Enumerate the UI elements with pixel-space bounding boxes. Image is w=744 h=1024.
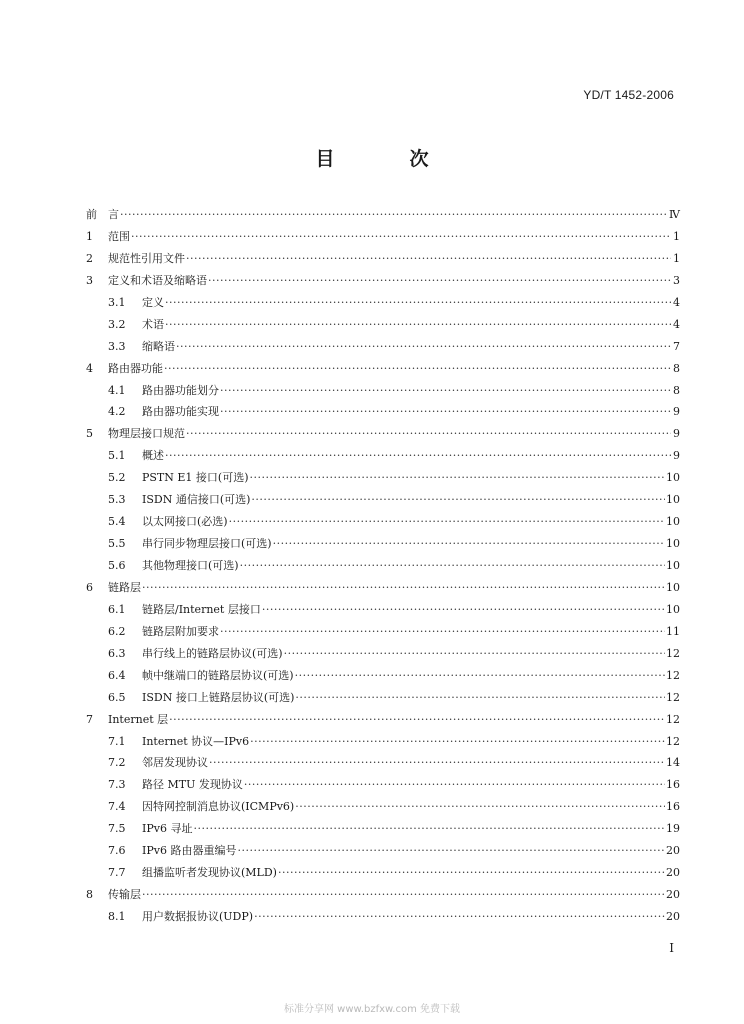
toc-entry-number: 5.6 xyxy=(108,559,126,572)
toc-entry[interactable] xyxy=(86,862,680,884)
toc-leader-dots xyxy=(208,270,671,292)
toc-entry-label: PSTN E1 接口(可选) xyxy=(142,471,249,485)
toc-entry[interactable] xyxy=(86,336,680,358)
toc-entry[interactable] xyxy=(86,204,680,226)
toc-entry-label: 定义和术语及缩略语 xyxy=(108,273,207,287)
toc-leader-dots xyxy=(244,774,665,796)
toc-entry[interactable] xyxy=(86,533,680,555)
toc-entry-label: 术语 xyxy=(142,317,164,331)
toc-entry-number: 3.3 xyxy=(108,339,126,353)
toc-entry-number: 5.1 xyxy=(108,449,126,463)
toc-entry-page: 12 xyxy=(666,668,680,682)
toc-leader-dots xyxy=(295,687,665,709)
toc-entry[interactable] xyxy=(86,248,680,270)
toc-entry-page: 16 xyxy=(666,778,680,792)
toc-leader-dots xyxy=(165,314,671,336)
toc-entry-page: 3 xyxy=(673,273,680,287)
toc-entry-page: 12 xyxy=(666,646,680,660)
toc-entry-page: 1 xyxy=(673,229,680,243)
toc-entry-number: 4 xyxy=(86,361,93,375)
toc-leader-dots xyxy=(169,709,665,731)
standard-code: YD/T 1452-2006 xyxy=(583,88,674,102)
toc-leader-dots xyxy=(193,818,665,840)
toc-leader-dots xyxy=(165,292,671,314)
toc-entry-number: 6.4 xyxy=(108,668,126,682)
toc-leader-dots xyxy=(186,248,671,270)
toc-entry-page: 12 xyxy=(666,734,680,748)
toc-entry[interactable] xyxy=(86,292,680,314)
toc-entry[interactable] xyxy=(86,423,680,445)
toc-entry-number: 前 言 xyxy=(86,208,119,221)
toc-entry-page: 10 xyxy=(666,471,680,485)
toc-entry-page: 8 xyxy=(673,383,680,397)
toc-entry-label: 其他物理接口(可选) xyxy=(142,559,239,572)
toc-entry-number: 6.2 xyxy=(108,624,126,638)
toc-entry[interactable] xyxy=(86,445,680,467)
toc-entry-page: 20 xyxy=(666,866,680,880)
toc-entry-number: 7.4 xyxy=(108,800,126,814)
toc-leader-dots xyxy=(295,796,665,818)
toc-entry-label: 邻居发现协议 xyxy=(142,756,208,770)
toc-entry-page: 16 xyxy=(666,800,680,814)
toc-leader-dots xyxy=(220,621,665,643)
toc-entry-number: 7.3 xyxy=(108,778,126,792)
toc-entry-page: 12 xyxy=(666,690,680,704)
toc-entry-page: 8 xyxy=(673,361,680,375)
toc-entry-page: 1 xyxy=(673,251,680,265)
toc-entry-number: 5.2 xyxy=(108,471,126,485)
toc-entry-label: Internet 层 xyxy=(108,712,169,726)
toc-entry-label: 定义 xyxy=(142,295,164,309)
toc-leader-dots xyxy=(165,445,671,467)
toc-entry-page: 10 xyxy=(666,602,680,616)
toc-entry-label: 串行线上的链路层协议(可选) xyxy=(142,646,283,660)
toc-entry-page: 10 xyxy=(666,493,680,507)
toc-entry[interactable] xyxy=(86,401,680,423)
toc-entry-page: 12 xyxy=(666,712,680,726)
toc-entry-number: 3 xyxy=(86,273,93,287)
toc-leader-dots xyxy=(220,380,671,402)
toc-entry[interactable] xyxy=(86,643,680,665)
toc-leader-dots xyxy=(142,577,665,599)
toc-entry-number: 4.2 xyxy=(108,405,126,419)
toc-leader-dots xyxy=(209,752,665,774)
toc-entry-label: 路径 MTU 发现协议 xyxy=(142,778,243,792)
toc-leader-dots xyxy=(262,599,665,621)
toc-entry-label: 路由器功能划分 xyxy=(142,383,219,397)
table-of-contents xyxy=(86,204,680,928)
toc-leader-dots xyxy=(220,401,671,423)
toc-entry[interactable] xyxy=(86,380,680,402)
toc-entry[interactable] xyxy=(86,687,680,709)
toc-entry[interactable] xyxy=(86,599,680,621)
toc-entry[interactable] xyxy=(86,489,680,511)
toc-leader-dots xyxy=(251,489,665,511)
toc-entry-number: 6.5 xyxy=(108,690,126,704)
toc-leader-dots xyxy=(176,336,671,358)
toc-leader-dots xyxy=(120,204,668,226)
toc-entry-number: 6.1 xyxy=(108,602,126,616)
toc-entry-label: 缩略语 xyxy=(142,339,175,353)
toc-entry-label: 路由器功能实现 xyxy=(142,405,219,419)
toc-entry-number: 5.5 xyxy=(108,537,126,551)
toc-entry-label: 组播监听者发现协议(MLD) xyxy=(142,866,277,880)
toc-entry[interactable] xyxy=(86,665,680,687)
toc-leader-dots xyxy=(250,467,665,489)
toc-entry-number: 4.1 xyxy=(108,383,126,397)
toc-entry[interactable] xyxy=(86,906,680,928)
toc-entry[interactable] xyxy=(86,709,680,731)
toc-entry-label: 帧中继端口的链路层协议(可选) xyxy=(142,668,294,682)
toc-leader-dots xyxy=(142,884,665,906)
toc-entry-page: 20 xyxy=(666,888,680,902)
toc-entry-label: ISDN 通信接口(可选) xyxy=(142,493,251,507)
toc-entry-label: 串行同步物理层接口(可选) xyxy=(142,537,272,551)
toc-entry-label: 物理层接口规范 xyxy=(108,427,185,441)
toc-entry-page: 10 xyxy=(666,537,680,551)
toc-entry-label: 链路层 xyxy=(108,580,141,594)
toc-entry-number: 5.3 xyxy=(108,493,126,507)
toc-entry-label: 链路层/Internet 层接口 xyxy=(142,602,261,616)
toc-entry-label: 用户数据报协议(UDP) xyxy=(142,910,254,923)
toc-entry-number: 7.6 xyxy=(108,844,126,858)
toc-entry-number: 5.4 xyxy=(108,515,126,529)
toc-entry-number: 2 xyxy=(86,251,93,265)
toc-entry[interactable] xyxy=(86,358,680,380)
toc-entry-number: 8.1 xyxy=(108,910,126,923)
toc-entry-label: 链路层附加要求 xyxy=(142,624,219,638)
toc-entry-number: 1 xyxy=(86,229,93,243)
toc-entry-label: 以太网接口(必选) xyxy=(142,515,228,529)
toc-entry-number: 7.5 xyxy=(108,822,126,836)
toc-entry-page: 4 xyxy=(673,295,680,309)
toc-entry-number: 8 xyxy=(86,888,93,902)
page-title: 目 次 xyxy=(315,148,457,170)
toc-entry-number: 7.1 xyxy=(108,734,126,748)
toc-entry-label: 规范性引用文件 xyxy=(108,251,185,265)
toc-entry[interactable] xyxy=(86,840,680,862)
toc-leader-dots xyxy=(131,226,671,248)
toc-entry[interactable] xyxy=(86,818,680,840)
toc-leader-dots xyxy=(295,665,665,687)
toc-leader-dots xyxy=(273,533,665,555)
toc-entry-page: 7 xyxy=(673,339,680,353)
toc-entry-number: 6.3 xyxy=(108,646,126,660)
toc-entry[interactable] xyxy=(86,577,680,599)
toc-entry-page: 14 xyxy=(666,756,680,770)
toc-entry-number: 3.2 xyxy=(108,317,126,331)
toc-leader-dots xyxy=(229,511,665,533)
toc-entry[interactable] xyxy=(86,555,680,577)
toc-entry[interactable] xyxy=(86,511,680,533)
toc-entry-label: Internet 协议—IPv6 xyxy=(142,734,250,748)
toc-entry-number: 7.2 xyxy=(108,756,126,770)
page-number: I xyxy=(669,941,674,955)
toc-entry-page: 11 xyxy=(666,624,680,638)
toc-entry-page: 20 xyxy=(666,910,680,923)
toc-entry-label: IPv6 寻址 xyxy=(142,822,193,836)
toc-entry[interactable] xyxy=(86,226,680,248)
toc-entry-page: Ⅳ xyxy=(669,208,680,221)
toc-entry-label: 因特网控制消息协议(ICMPv6) xyxy=(142,800,295,814)
toc-entry-number: 5 xyxy=(86,427,93,441)
toc-entry-page: 10 xyxy=(666,515,680,529)
toc-entry-number: 7 xyxy=(86,712,93,726)
toc-entry[interactable] xyxy=(86,884,680,906)
toc-entry-page: 10 xyxy=(666,559,680,572)
toc-leader-dots xyxy=(164,358,671,380)
toc-leader-dots xyxy=(250,731,665,753)
toc-entry-number: 6 xyxy=(86,580,93,594)
toc-leader-dots xyxy=(186,423,671,445)
toc-entry[interactable] xyxy=(86,270,680,292)
toc-entry-label: ISDN 接口上链路层协议(可选) xyxy=(142,690,295,704)
toc-entry-page: 9 xyxy=(673,427,680,441)
toc-entry[interactable] xyxy=(86,314,680,336)
toc-entry-label: IPv6 路由器重编号 xyxy=(142,844,237,858)
toc-leader-dots xyxy=(284,643,665,665)
toc-leader-dots xyxy=(254,906,665,928)
toc-entry[interactable] xyxy=(86,752,680,774)
toc-entry[interactable] xyxy=(86,621,680,643)
toc-entry[interactable] xyxy=(86,796,680,818)
toc-leader-dots xyxy=(237,840,665,862)
toc-entry-page: 9 xyxy=(673,449,680,463)
toc-entry-label: 概述 xyxy=(142,449,164,463)
toc-entry[interactable] xyxy=(86,467,680,489)
toc-entry-number: 7.7 xyxy=(108,866,126,880)
toc-entry-page: 9 xyxy=(673,405,680,419)
toc-entry[interactable] xyxy=(86,774,680,796)
toc-entry-label: 范围 xyxy=(108,229,130,243)
toc-leader-dots xyxy=(278,862,665,884)
toc-entry-label: 路由器功能 xyxy=(108,361,163,375)
toc-entry-page: 10 xyxy=(666,580,680,594)
toc-entry-page: 19 xyxy=(666,822,680,836)
toc-entry[interactable] xyxy=(86,731,680,753)
toc-entry-page: 20 xyxy=(666,844,680,858)
toc-entry-number: 3.1 xyxy=(108,295,126,309)
toc-leader-dots xyxy=(240,555,665,577)
watermark-text: 标准分享网 www.bzfxw.com 免费下载 xyxy=(284,1004,460,1015)
toc-entry-page: 4 xyxy=(673,317,680,331)
toc-entry-label: 传输层 xyxy=(108,888,141,902)
